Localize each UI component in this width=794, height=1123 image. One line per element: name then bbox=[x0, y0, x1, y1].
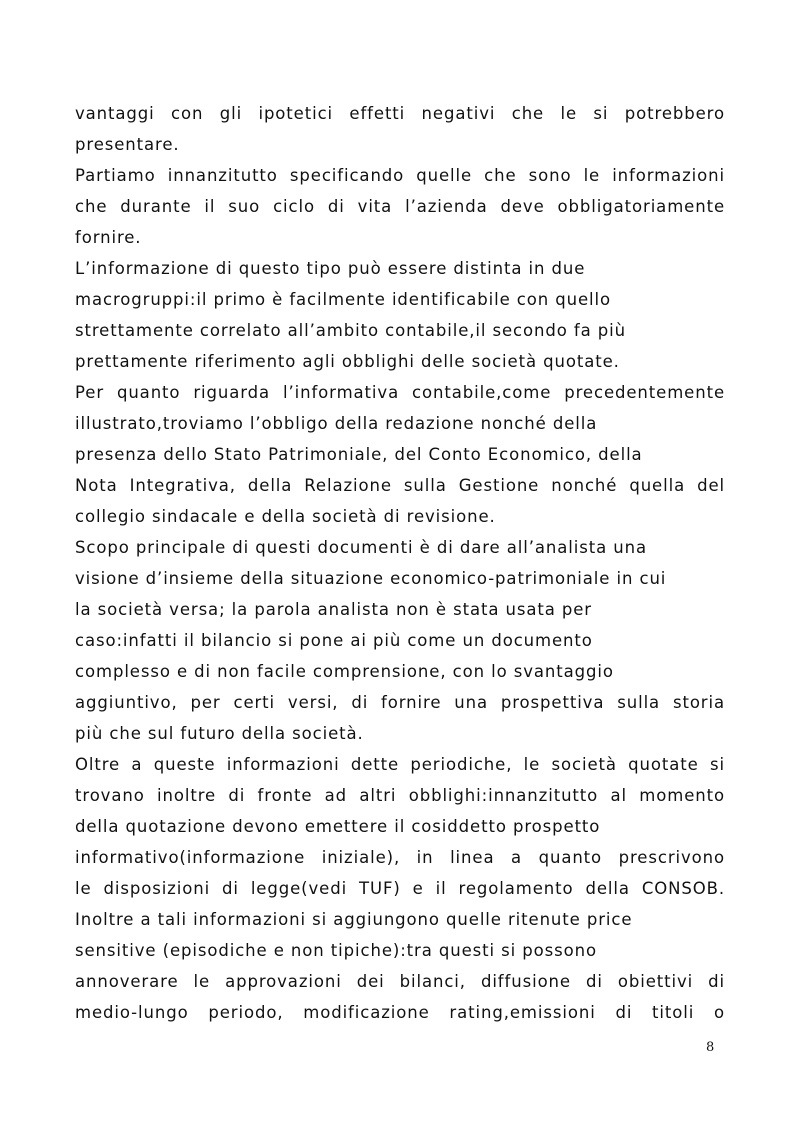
text-line: caso:infatti il bilancio si pone ai più come un documento bbox=[75, 631, 593, 650]
text-line: presenza dello Stato Patrimoniale, del Conto Economico, della bbox=[75, 445, 643, 464]
text-line: Inoltre a tali informazioni si aggiungono quelle ritenute price bbox=[75, 910, 633, 929]
text-line: la società versa; la parola analista non è stata usata per bbox=[75, 600, 592, 619]
text-line: L’informazione di questo tipo può essere distinta in due bbox=[75, 259, 586, 278]
text-line: complesso e di non facile comprensione, con lo svantaggio bbox=[75, 662, 614, 681]
text-line: illustrato,troviamo l’obbligo della redazione nonché della bbox=[75, 414, 598, 433]
text-line: informativo(informazione iniziale), in linea a quanto prescrivono bbox=[75, 848, 725, 867]
text-line: che durante il suo ciclo di vita l’azienda deve obbligatoriamente bbox=[75, 197, 725, 216]
text-line: collegio sindacale e della società di revisione. bbox=[75, 507, 496, 526]
page-number: 8 bbox=[706, 1040, 715, 1055]
text-line: Partiamo innanzitutto specificando quelle che sono le informazioni bbox=[75, 166, 725, 185]
text-line: strettamente correlato all’ambito contabile,il secondo fa più bbox=[75, 321, 626, 340]
body-text bbox=[75, 98, 725, 1028]
text-line: visione d’insieme della situazione economico-patrimoniale in cui bbox=[75, 569, 667, 588]
text-line: vantaggi con gli ipotetici effetti negativi che le si potrebbero bbox=[75, 104, 725, 123]
text-line: medio-lungo periodo, modificazione rating,emissioni di titoli o bbox=[75, 1003, 725, 1022]
text-line: annoverare le approvazioni dei bilanci, diffusione di obiettivi di bbox=[75, 972, 725, 991]
text-line: fornire. bbox=[75, 228, 142, 247]
text-line: prettamente riferimento agli obblighi delle società quotate. bbox=[75, 352, 620, 371]
text-line: della quotazione devono emettere il cosiddetto prospetto bbox=[75, 817, 601, 836]
text-line: Oltre a queste informazioni dette periodiche, le società quotate si bbox=[75, 755, 725, 774]
text-line: Scopo principale di questi documenti è di dare all’analista una bbox=[75, 538, 647, 557]
text-line: presentare. bbox=[75, 135, 180, 154]
text-line: Nota Integrativa, della Relazione sulla Gestione nonché quella del bbox=[75, 476, 725, 495]
text-line: trovano inoltre di fronte ad altri obblighi:innanzitutto al momento bbox=[75, 786, 725, 805]
text-line: Per quanto riguarda l’informativa contabile,come precedentemente bbox=[75, 383, 725, 402]
text-line: aggiuntivo, per certi versi, di fornire una prospettiva sulla storia bbox=[75, 693, 725, 712]
text-line: le disposizioni di legge(vedi TUF) e il regolamento della CONSOB. bbox=[75, 879, 725, 898]
text-line: più che sul futuro della società. bbox=[75, 724, 364, 743]
text-line: macrogruppi:il primo è facilmente identificabile con quello bbox=[75, 290, 611, 309]
text-line: sensitive (episodiche e non tipiche):tra questi si possono bbox=[75, 941, 597, 960]
